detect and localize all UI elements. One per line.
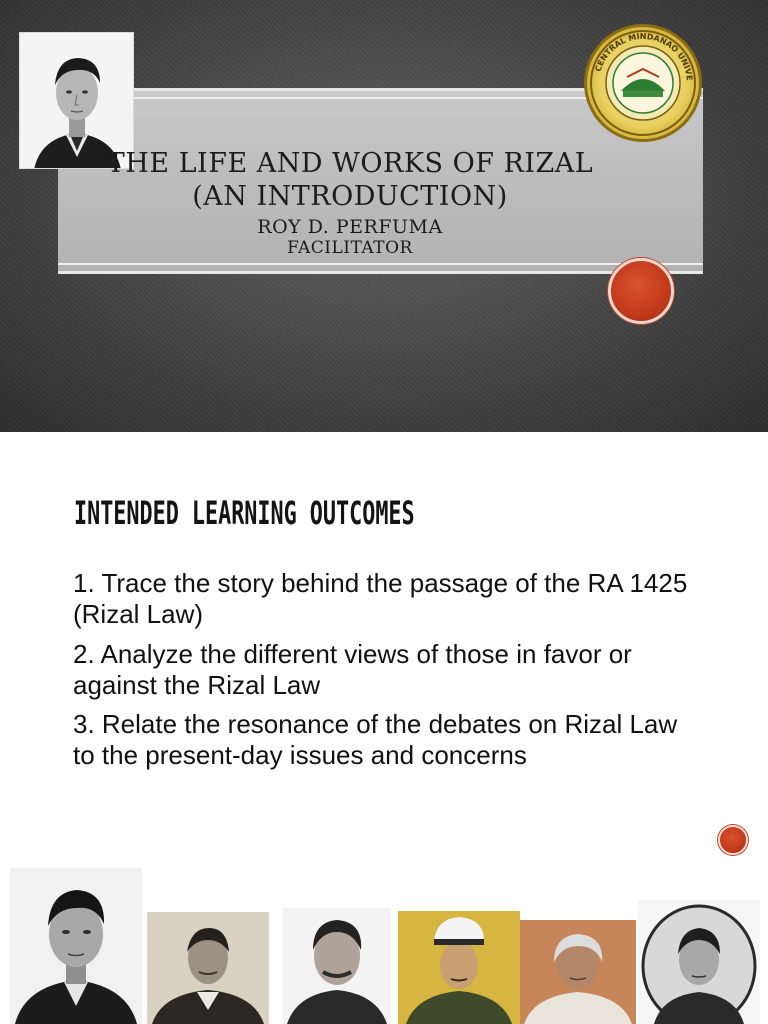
hero-portrait-3 <box>283 908 391 1024</box>
hero-portrait-1 <box>10 868 142 1024</box>
slide-title-line2: (AN INTRODUCTION) <box>192 181 508 212</box>
outcomes-heading: INTENDED LEARNING OUTCOMES <box>74 494 415 532</box>
decorative-red-circle-small <box>718 825 748 855</box>
hero-portrait-2 <box>147 912 269 1024</box>
outcome-item-3: 3. Relate the resonance of the debates on Rizal Law to the present-day issues and concerns <box>73 709 678 770</box>
hero-portrait-5 <box>520 920 636 1024</box>
outcome-item-2: 2. Analyze the different views of those in favor or against the Rizal Law <box>73 639 632 700</box>
slide-title-line1: THE LIFE AND WORKS OF RIZAL <box>106 148 594 179</box>
seal-text: CENTRAL MINDANAO UNIVE <box>593 31 694 81</box>
outcome-item-1: 1. Trace the story behind the passage of the RA 1425 (Rizal Law) <box>73 568 688 629</box>
hero-portrait-6 <box>638 900 760 1024</box>
hero-portrait-4 <box>398 911 520 1024</box>
decorative-red-circle <box>608 258 674 324</box>
facilitator-name: ROY D. PERFUMA <box>257 216 443 238</box>
university-seal <box>584 24 702 142</box>
facilitator-role: FACILITATOR <box>287 238 413 258</box>
band-line-bottom <box>58 263 703 265</box>
